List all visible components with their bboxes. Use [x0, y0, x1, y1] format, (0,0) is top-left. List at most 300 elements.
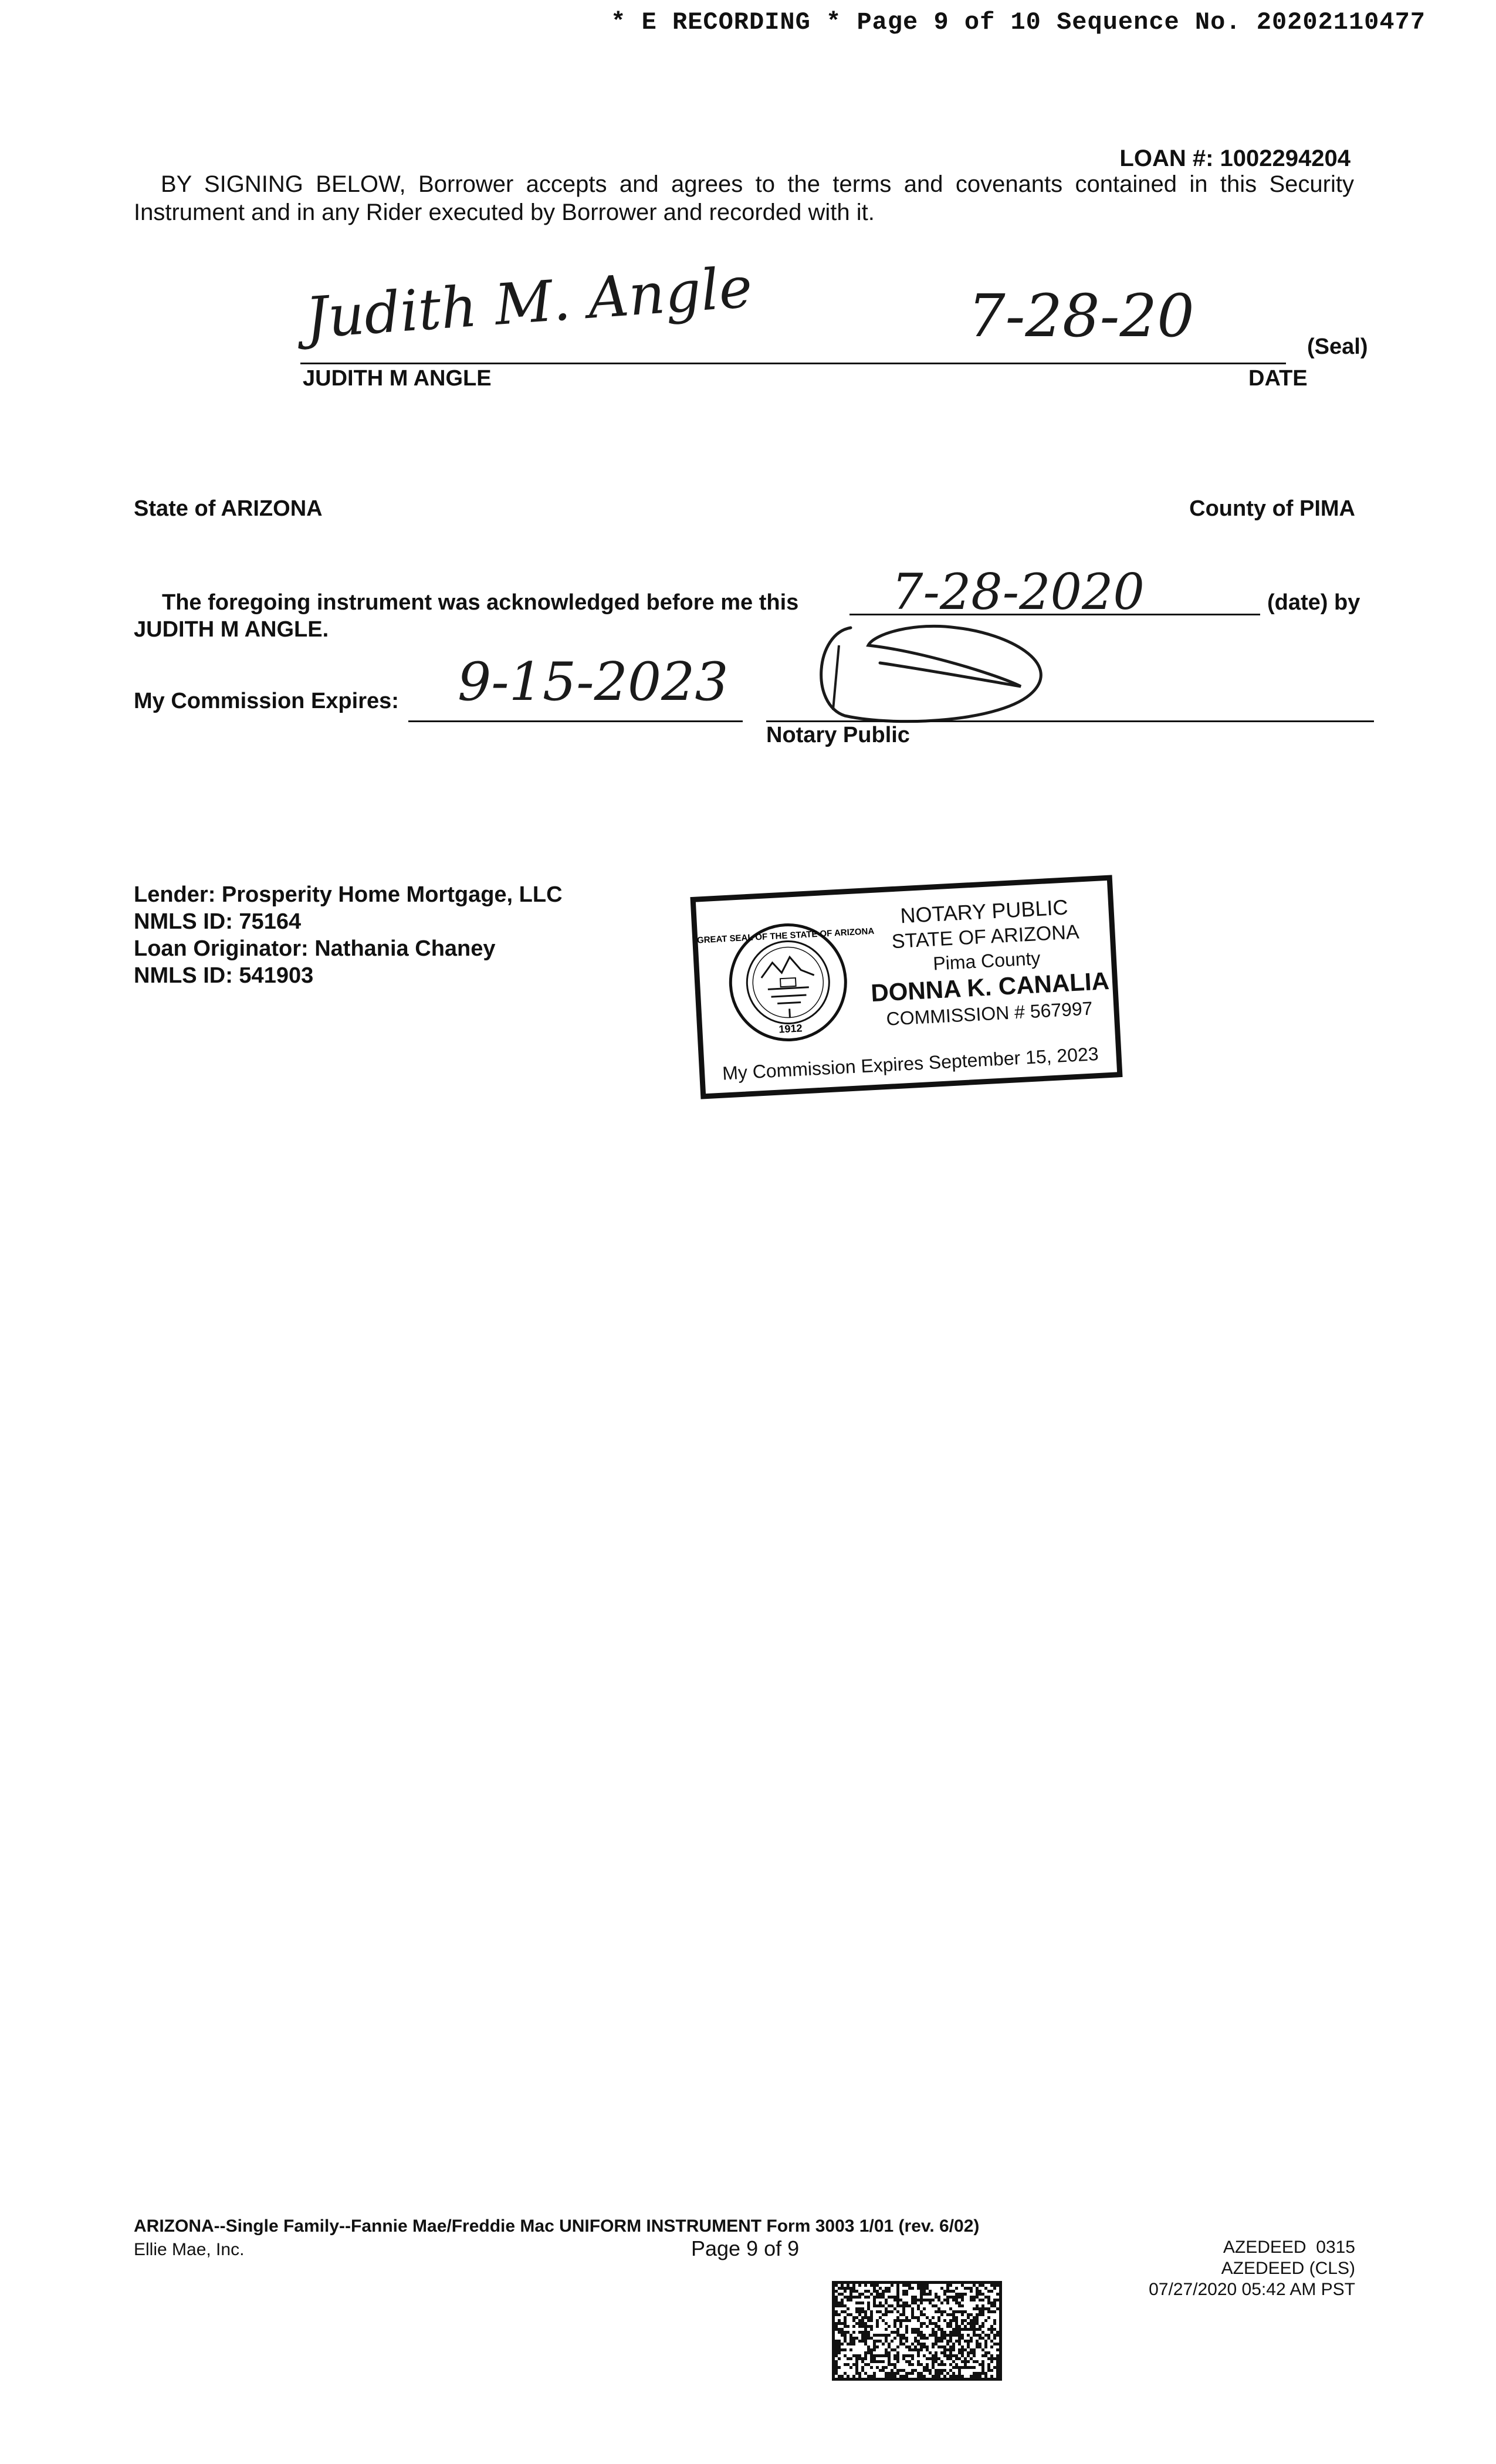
- qr-module: [896, 2304, 899, 2307]
- qr-module: [867, 2307, 870, 2310]
- qr-module: [835, 2348, 838, 2351]
- qr-module: [861, 2360, 864, 2363]
- qr-module: [932, 2322, 935, 2325]
- qr-module: [981, 2307, 984, 2310]
- qr-module: [879, 2304, 882, 2307]
- qr-module: [885, 2372, 888, 2375]
- qr-module: [955, 2340, 958, 2343]
- qr-module: [929, 2322, 932, 2325]
- qr-module: [935, 2372, 937, 2375]
- qr-module: [979, 2293, 981, 2296]
- qr-module: [847, 2281, 849, 2284]
- qr-module: [940, 2331, 943, 2334]
- qr-module: [864, 2325, 867, 2328]
- qr-module: [970, 2378, 973, 2381]
- qr-module: [990, 2340, 993, 2343]
- qr-module: [929, 2299, 932, 2301]
- qr-module: [917, 2299, 920, 2301]
- qr-module: [940, 2313, 943, 2316]
- qr-module: [926, 2378, 929, 2381]
- qr-module: [935, 2357, 937, 2360]
- qr-module: [976, 2293, 979, 2296]
- qr-module: [967, 2328, 970, 2331]
- qr-module: [958, 2348, 961, 2351]
- qr-module: [911, 2281, 914, 2284]
- qr-module: [952, 2375, 955, 2378]
- qr-module: [917, 2328, 920, 2331]
- qr-module: [870, 2337, 873, 2340]
- qr-module: [905, 2375, 908, 2378]
- qr-module: [914, 2345, 917, 2348]
- qr-module: [990, 2281, 993, 2284]
- qr-module: [835, 2304, 838, 2307]
- qr-module: [929, 2357, 932, 2360]
- qr-module: [896, 2284, 899, 2287]
- qr-module: [882, 2366, 885, 2369]
- qr-module: [844, 2334, 847, 2337]
- qr-module: [949, 2281, 952, 2284]
- qr-module: [920, 2296, 923, 2299]
- qr-module: [891, 2369, 893, 2372]
- seal-year: 1912: [778, 1022, 803, 1035]
- qr-module: [937, 2296, 940, 2299]
- qr-module: [832, 2354, 835, 2357]
- qr-module: [841, 2301, 844, 2304]
- qr-module: [891, 2363, 893, 2366]
- qr-module: [858, 2284, 861, 2287]
- qr-module: [832, 2325, 835, 2328]
- qr-module: [993, 2357, 996, 2360]
- qr-module: [952, 2328, 955, 2331]
- qr-module: [964, 2378, 967, 2381]
- qr-module: [952, 2319, 955, 2322]
- qr-module: [867, 2290, 870, 2293]
- qr-module: [861, 2340, 864, 2343]
- qr-module: [847, 2357, 849, 2360]
- qr-module: [949, 2313, 952, 2316]
- qr-module: [864, 2331, 867, 2334]
- qr-module: [958, 2372, 961, 2375]
- qr-module: [987, 2310, 990, 2313]
- qr-module: [852, 2337, 855, 2340]
- qr-module: [891, 2372, 893, 2375]
- qr-module: [911, 2296, 914, 2299]
- qr-module: [949, 2375, 952, 2378]
- qr-module: [973, 2360, 976, 2363]
- qr-module: [999, 2378, 1002, 2381]
- qr-module: [955, 2316, 958, 2319]
- qr-module: [864, 2343, 867, 2345]
- qr-module: [923, 2281, 926, 2284]
- qr-module: [911, 2316, 914, 2319]
- qr-module: [835, 2345, 838, 2348]
- qr-module: [961, 2351, 964, 2354]
- qr-module: [967, 2316, 970, 2319]
- qr-module: [852, 2296, 855, 2299]
- qr-module: [973, 2372, 976, 2375]
- qr-module: [979, 2328, 981, 2331]
- qr-module: [841, 2281, 844, 2284]
- qr-module: [917, 2340, 920, 2343]
- qr-module: [899, 2337, 902, 2340]
- qr-module: [882, 2369, 885, 2372]
- qr-module: [847, 2307, 849, 2310]
- qr-module: [847, 2331, 849, 2334]
- qr-module: [964, 2328, 967, 2331]
- qr-module: [914, 2340, 917, 2343]
- qr-module: [999, 2354, 1002, 2357]
- qr-module: [876, 2296, 879, 2299]
- qr-module: [967, 2343, 970, 2345]
- qr-module: [911, 2363, 914, 2366]
- qr-module: [961, 2296, 964, 2299]
- qr-module: [888, 2360, 891, 2363]
- qr-module: [870, 2284, 873, 2287]
- qr-module: [932, 2378, 935, 2381]
- qr-module: [920, 2334, 923, 2337]
- qr-module: [849, 2348, 852, 2351]
- qr-module: [873, 2284, 876, 2287]
- qr-module: [867, 2345, 870, 2348]
- qr-module: [905, 2337, 908, 2340]
- qr-module: [999, 2310, 1002, 2313]
- qr-module: [979, 2325, 981, 2328]
- qr-module: [873, 2345, 876, 2348]
- qr-module: [920, 2345, 923, 2348]
- qr-module: [955, 2354, 958, 2357]
- qr-module: [882, 2304, 885, 2307]
- notary-public-label: Notary Public: [766, 723, 910, 747]
- qr-module: [879, 2354, 882, 2357]
- qr-module: [935, 2375, 937, 2378]
- qr-module: [943, 2334, 946, 2337]
- qr-module: [958, 2375, 961, 2378]
- qr-module: [844, 2310, 847, 2313]
- qr-module: [832, 2301, 835, 2304]
- qr-module: [832, 2281, 835, 2284]
- qr-module: [914, 2378, 917, 2381]
- stamp-state: STATE OF ARIZONA: [891, 920, 1080, 953]
- qr-module: [943, 2363, 946, 2366]
- qr-module: [891, 2348, 893, 2351]
- stamp-county: Pima County: [932, 947, 1041, 974]
- qr-module: [949, 2369, 952, 2372]
- qr-module: [999, 2301, 1002, 2304]
- qr-module: [961, 2366, 964, 2369]
- qr-module: [996, 2363, 999, 2366]
- qr-module: [999, 2325, 1002, 2328]
- qr-module: [832, 2348, 835, 2351]
- qr-module: [914, 2369, 917, 2372]
- qr-module: [970, 2366, 973, 2369]
- qr-module: [967, 2334, 970, 2337]
- qr-module: [891, 2310, 893, 2313]
- qr-module: [984, 2334, 987, 2337]
- qr-module: [987, 2378, 990, 2381]
- qr-module: [832, 2313, 835, 2316]
- qr-module: [885, 2366, 888, 2369]
- qr-module: [967, 2351, 970, 2354]
- qr-module: [896, 2331, 899, 2334]
- qr-module: [885, 2378, 888, 2381]
- qr-module: [979, 2363, 981, 2366]
- qr-module: [949, 2319, 952, 2322]
- qr-module: [835, 2281, 838, 2284]
- qr-module: [867, 2334, 870, 2337]
- qr-module: [838, 2345, 841, 2348]
- qr-module: [835, 2310, 838, 2313]
- qr-module: [888, 2325, 891, 2328]
- qr-module: [979, 2375, 981, 2378]
- qr-module: [838, 2301, 841, 2304]
- qr-module: [905, 2325, 908, 2328]
- qr-module: [864, 2281, 867, 2284]
- qr-module: [952, 2354, 955, 2357]
- qr-module: [896, 2351, 899, 2354]
- seal-ring-text: GREAT SEAL OF THE STATE OF ARIZONA: [696, 926, 875, 946]
- qr-module: [987, 2337, 990, 2340]
- qr-module: [961, 2337, 964, 2340]
- qr-module: [867, 2296, 870, 2299]
- qr-module: [920, 2337, 923, 2340]
- qr-module: [858, 2296, 861, 2299]
- qr-module: [867, 2316, 870, 2319]
- qr-module: [952, 2360, 955, 2363]
- qr-module: [999, 2343, 1002, 2345]
- qr-module: [981, 2369, 984, 2372]
- qr-module: [973, 2328, 976, 2331]
- qr-module: [981, 2304, 984, 2307]
- qr-module: [835, 2343, 838, 2345]
- qr-module: [999, 2372, 1002, 2375]
- qr-module: [958, 2301, 961, 2304]
- qr-module: [949, 2348, 952, 2351]
- qr-module: [873, 2360, 876, 2363]
- qr-module: [896, 2281, 899, 2284]
- qr-module: [999, 2319, 1002, 2322]
- qr-module: [955, 2363, 958, 2366]
- qr-module: [999, 2337, 1002, 2340]
- qr-module: [899, 2281, 902, 2284]
- qr-module: [990, 2357, 993, 2360]
- qr-module: [885, 2287, 888, 2290]
- qr-module: [935, 2304, 937, 2307]
- qr-module: [867, 2325, 870, 2328]
- qr-module: [888, 2281, 891, 2284]
- qr-module: [943, 2337, 946, 2340]
- qr-module: [917, 2319, 920, 2322]
- qr-module: [832, 2316, 835, 2319]
- qr-module: [958, 2281, 961, 2284]
- qr-module: [832, 2369, 835, 2372]
- qr-module: [937, 2369, 940, 2372]
- qr-module: [955, 2299, 958, 2301]
- qr-module: [867, 2301, 870, 2304]
- qr-module: [996, 2299, 999, 2301]
- qr-module: [952, 2331, 955, 2334]
- qr-module: [885, 2337, 888, 2340]
- qr-module: [929, 2369, 932, 2372]
- recording-header: * E RECORDING * Page 9 of 10 Sequence No. 20202110477: [611, 8, 1426, 36]
- acknowledgment-text: The foregoing instrument was acknowledged before me this: [162, 590, 799, 615]
- qr-module: [976, 2290, 979, 2293]
- qr-module: [864, 2296, 867, 2299]
- qr-module: [955, 2287, 958, 2290]
- qr-module: [891, 2281, 893, 2284]
- qr-module: [902, 2378, 905, 2381]
- qr-module: [996, 2284, 999, 2287]
- qr-module: [976, 2307, 979, 2310]
- qr-module: [882, 2319, 885, 2322]
- qr-module: [885, 2348, 888, 2351]
- qr-module: [923, 2375, 926, 2378]
- qr-module: [940, 2281, 943, 2284]
- qr-module: [961, 2284, 964, 2287]
- qr-module: [870, 2310, 873, 2313]
- qr-module: [888, 2334, 891, 2337]
- qr-module: [896, 2299, 899, 2301]
- qr-module: [849, 2343, 852, 2345]
- qr-module: [923, 2313, 926, 2316]
- qr-module: [861, 2319, 864, 2322]
- qr-module: [838, 2366, 841, 2369]
- qr-module: [849, 2357, 852, 2360]
- qr-module: [899, 2378, 902, 2381]
- qr-module: [987, 2299, 990, 2301]
- qr-module: [832, 2351, 835, 2354]
- qr-module: [902, 2304, 905, 2307]
- qr-module: [858, 2281, 861, 2284]
- qr-module: [990, 2325, 993, 2328]
- qr-module: [996, 2375, 999, 2378]
- qr-module: [870, 2325, 873, 2328]
- qr-module: [970, 2322, 973, 2325]
- qr-module: [855, 2281, 858, 2284]
- qr-module: [908, 2348, 911, 2351]
- qr-module: [911, 2299, 914, 2301]
- borrower-date-label: DATE: [1248, 366, 1308, 391]
- qr-module: [958, 2357, 961, 2360]
- qr-module: [920, 2322, 923, 2325]
- qr-module: [858, 2310, 861, 2313]
- qr-module: [993, 2301, 996, 2304]
- qr-module: [973, 2351, 976, 2354]
- qr-module: [888, 2357, 891, 2360]
- qr-module: [984, 2354, 987, 2357]
- qr-module: [864, 2316, 867, 2319]
- qr-module: [885, 2351, 888, 2354]
- qr-module: [979, 2284, 981, 2287]
- qr-module: [993, 2299, 996, 2301]
- qr-module: [996, 2343, 999, 2345]
- qr-module: [885, 2301, 888, 2304]
- qr-module: [955, 2357, 958, 2360]
- qr-module: [885, 2299, 888, 2301]
- qr-module: [926, 2357, 929, 2360]
- qr-module: [870, 2360, 873, 2363]
- stamp-commission-number: COMMISSION # 567997: [885, 997, 1094, 1030]
- qr-module: [955, 2322, 958, 2325]
- qr-module: [849, 2296, 852, 2299]
- qr-module: [987, 2357, 990, 2360]
- stamp-notary-name: DONNA K. CANALIA: [870, 966, 1110, 1007]
- qr-module: [999, 2290, 1002, 2293]
- qr-module: [920, 2310, 923, 2313]
- qr-module: [973, 2348, 976, 2351]
- qr-module: [976, 2319, 979, 2322]
- qr-module: [873, 2334, 876, 2337]
- qr-module: [923, 2345, 926, 2348]
- qr-module: [996, 2331, 999, 2334]
- qr-module: [861, 2310, 864, 2313]
- qr-module: [911, 2348, 914, 2351]
- qr-module: [891, 2296, 893, 2299]
- qr-module: [946, 2334, 949, 2337]
- qr-module: [973, 2366, 976, 2369]
- qr-module: [958, 2310, 961, 2313]
- qr-module: [990, 2331, 993, 2334]
- qr-module: [899, 2304, 902, 2307]
- qr-module: [952, 2290, 955, 2293]
- qr-module: [999, 2357, 1002, 2360]
- qr-module: [855, 2357, 858, 2360]
- qr-module: [844, 2281, 847, 2284]
- qr-module: [855, 2322, 858, 2325]
- qr-module: [961, 2299, 964, 2301]
- qr-module: [946, 2354, 949, 2357]
- qr-module: [864, 2310, 867, 2313]
- qr-module: [908, 2284, 911, 2287]
- qr-module: [835, 2328, 838, 2331]
- qr-module: [984, 2375, 987, 2378]
- qr-module: [946, 2372, 949, 2375]
- qr-module: [967, 2366, 970, 2369]
- qr-module: [870, 2366, 873, 2369]
- qr-module: [976, 2316, 979, 2319]
- qr-module: [952, 2366, 955, 2369]
- qr-module: [976, 2378, 979, 2381]
- qr-module: [893, 2372, 896, 2375]
- qr-module: [955, 2325, 958, 2328]
- qr-module: [979, 2310, 981, 2313]
- qr-module: [893, 2319, 896, 2322]
- qr-module: [981, 2322, 984, 2325]
- qr-module: [940, 2334, 943, 2337]
- qr-module: [970, 2351, 973, 2354]
- qr-module: [835, 2322, 838, 2325]
- qr-module: [847, 2325, 849, 2328]
- qr-module: [873, 2304, 876, 2307]
- qr-module: [861, 2293, 864, 2296]
- qr-module: [841, 2284, 844, 2287]
- qr-module: [946, 2299, 949, 2301]
- qr-module: [961, 2378, 964, 2381]
- qr-module: [885, 2307, 888, 2310]
- qr-module: [943, 2331, 946, 2334]
- borrower-signature-line: [300, 363, 1286, 364]
- qr-module: [855, 2363, 858, 2366]
- qr-module: [908, 2281, 911, 2284]
- qr-module: [899, 2325, 902, 2328]
- qr-module: [958, 2304, 961, 2307]
- qr-module: [879, 2378, 882, 2381]
- qr-module: [952, 2343, 955, 2345]
- qr-module: [993, 2337, 996, 2340]
- qr-module: [902, 2284, 905, 2287]
- qr-module: [923, 2378, 926, 2381]
- qr-module: [999, 2334, 1002, 2337]
- qr-module: [911, 2301, 914, 2304]
